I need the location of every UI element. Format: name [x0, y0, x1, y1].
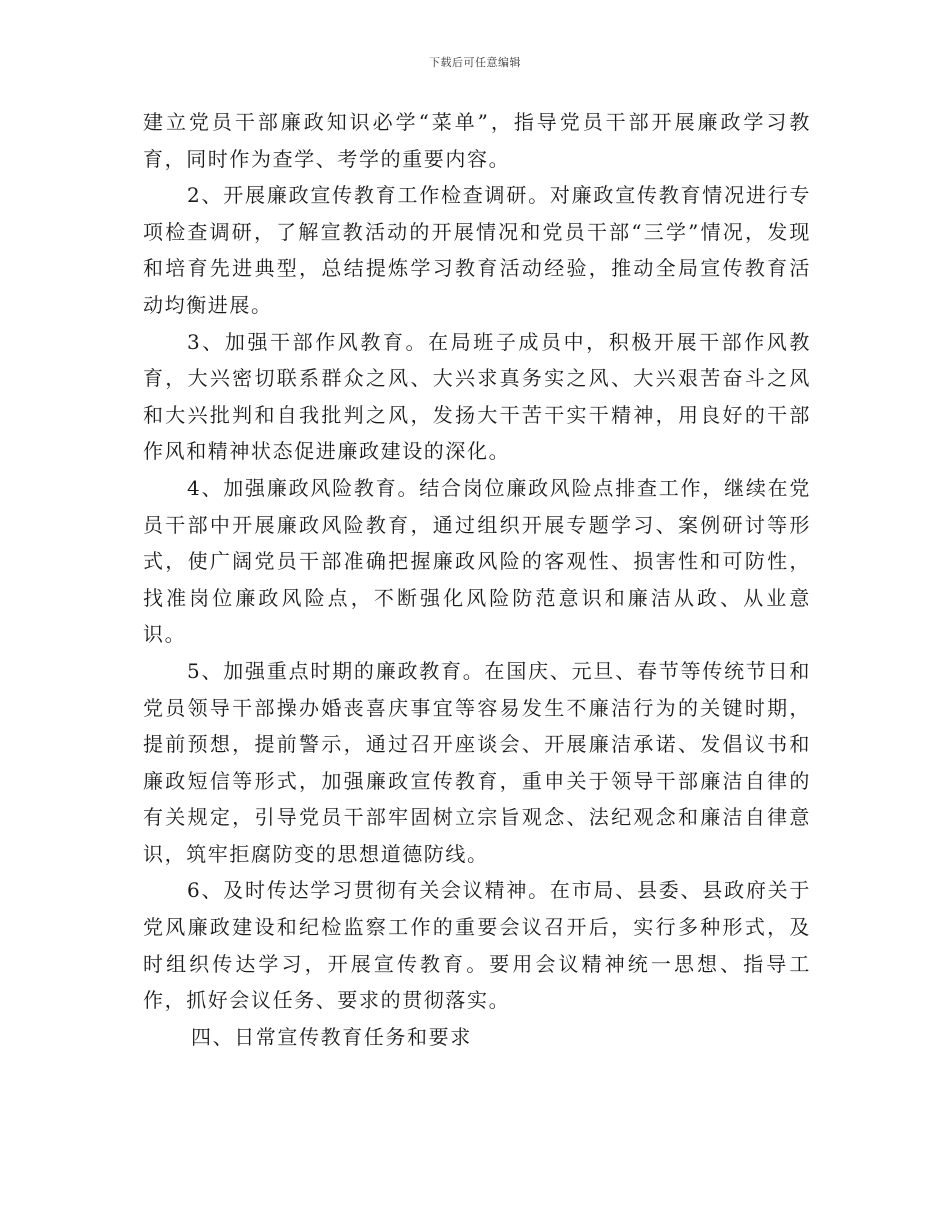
paragraph-item-4: 4、加强廉政风险教育。结合岗位廉政风险点排查工作，继续在党员干部中开展廉政风险教育，通过组织开展专题学习、案例研讨等形式，使广阔党员干部准确把握廉政风险的客观性、损害性和可防性，找准岗位廉政风险点，不断强化风险防范意识和廉洁从政、从业意识。 [143, 475, 811, 647]
section-heading: 四、日常宣传教育任务和要求 [191, 1024, 472, 1049]
page-header-note: 下载后可任意编辑 [429, 56, 521, 69]
document-body [143, 104, 811, 1055]
paragraph-continuation: 建立党员干部廉政知识必学“菜单”，指导党员干部开展廉政学习教育，同时作为查学、考学的重要内容。 [143, 110, 811, 171]
paragraph-item-2: 2、开展廉政宣传教育工作检查调研。对廉政宣传教育情况进行专项检查调研，了解宣教活动的开展情况和党员干部“三学”情况，发现和培育先进典型，总结提炼学习教育活动经验，推动全局宣传教育活动均衡进展。 [143, 183, 811, 317]
paragraph-item-3: 3、加强干部作风教育。在局班子成员中，积极开展干部作风教育，大兴密切联系群众之风、大兴求真务实之风、大兴艰苦奋斗之风和大兴批判和自我批判之风，发扬大干苦干实干精神，用良好的干部作风和精神状态促进廉政建设的深化。 [143, 329, 811, 464]
paragraph-item-6: 6、及时传达学习贯彻有关会议精神。在市局、县委、县政府关于党风廉政建设和纪检监察工作的重要会议召开后，实行多种形式，及时组织传达学习，开展宣传教育。要用会议精神统一思想、指导工作，抓好会议任务、要求的贯彻落实。 [143, 878, 811, 1013]
paragraph-item-5: 5、加强重点时期的廉政教育。在国庆、元旦、春节等传统节日和党员领导干部操办婚丧喜庆事宜等容易发生不廉洁行为的关键时期，提前预想，提前警示，通过召开座谈会、开展廉洁承诺、发倡议书和廉政短信等形式，加强廉政宣传教育，重申关于领导干部廉洁自律的有关规定，引导党员干部牢固树立宗旨观念、法纪观念和廉洁自律意识，筑牢拒腐防变的思想道德防线。 [143, 658, 811, 866]
